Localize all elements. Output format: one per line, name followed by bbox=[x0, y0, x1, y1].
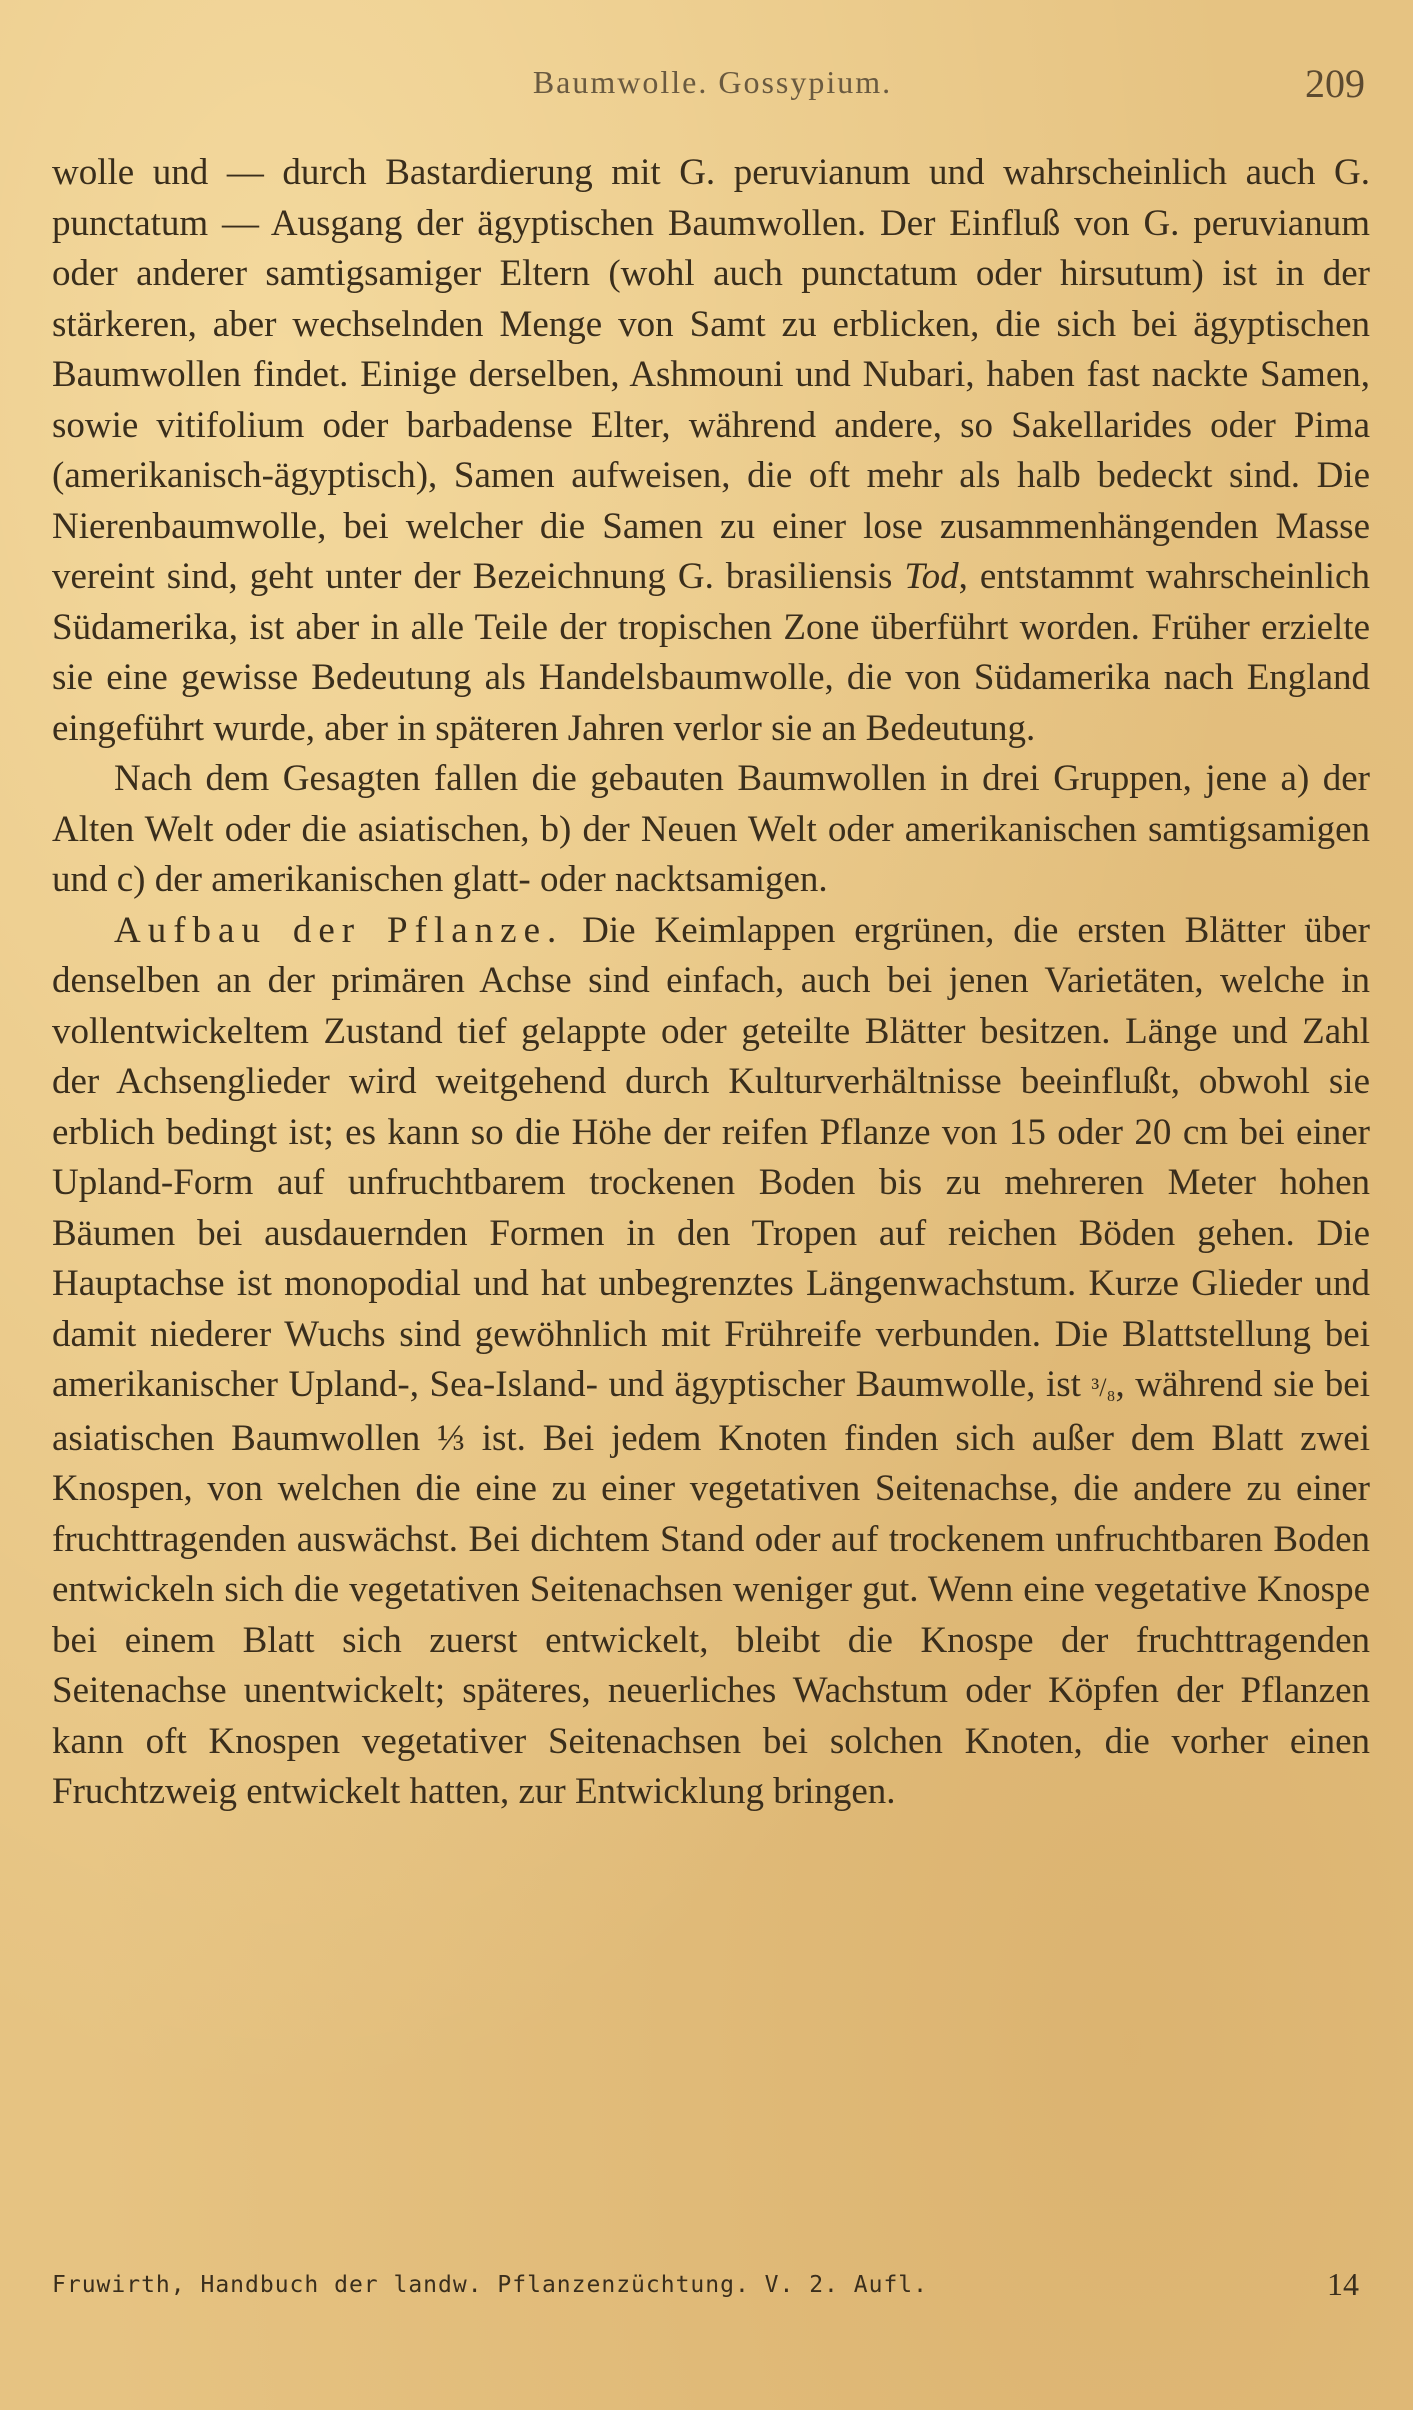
body-text bbox=[52, 148, 1370, 1818]
running-title: Baumwolle. Gossypium. bbox=[532, 64, 893, 100]
running-head bbox=[52, 61, 1373, 114]
author-abbreviation: Tod bbox=[904, 556, 959, 597]
fraction-three-eighths: ³/₈ bbox=[1091, 1373, 1116, 1402]
page-number: 209 bbox=[1305, 61, 1365, 106]
page-footer bbox=[52, 2268, 1365, 2308]
paragraph-1-text: wolle und — durch Bastardierung mit G. peruvianum und wahrscheinlich auch G. punctatum — Ausgang der ägyptischen Baumwollen. Der Einfluß von G. peruvianum oder anderer samtigsamiger Eltern (wohl auch punctatum oder hirsutum) ist in der stärkeren, aber wechselnden Menge von Samt zu erblicken, die sich bei ägyptischen Baumwollen findet. Einige derselben, Ashmouni und Nubari, haben fast nackte Samen, sowie vitifolium oder barbadense Elter, während andere, so Sakellarides oder Pima (amerikanisch-ägyptisch), Samen aufweisen, die oft mehr als halb bedeckt sind. Die Nierenbaumwolle, bei welcher die Samen zu einer lose zusammenhängenden Masse vereint sind, geht unter der Bezeichnung G. brasiliensis bbox=[52, 152, 1370, 597]
signature-mark: 14 bbox=[1327, 2266, 1359, 2302]
paragraph-1 bbox=[52, 148, 1370, 754]
paragraph-3-text-b: , während sie bei asiatischen Baumwollen bbox=[52, 1364, 1370, 1459]
fraction-one-third: ⅓ bbox=[437, 1417, 465, 1459]
paragraph-2: Nach dem Gesagten fallen die gebauten Baumwollen in drei Gruppen, jene a) der Alten Welt oder die asiatischen, b) der Neuen Welt oder amerikanischen samtigsamigen und c) der amerikanischen glatt- oder nacktsamigen. bbox=[52, 758, 1370, 900]
paragraph-3-text-a: Die Keimlappen ergrünen, die ersten Blätter über denselben an der primären Achse sind einfach, auch bei jenen Varietäten, welche in vollentwickeltem Zustand tief gelappte oder geteilte Blätter besitzen. Länge und Zahl der Achsenglieder wird weitgehend durch Kulturverhältnisse beeinflußt, obwohl sie erblich bedingt ist; es kann so die Höhe der reifen Pflanze von 15 oder 20 cm bei einer Upland-Form auf unfruchtbarem trockenen Boden bis zu mehreren Meter hohen Bäumen bei ausdauernden Formen in den Tropen auf reichen Böden gehen. Die Hauptachse ist monopodial und hat unbegrenztes Längenwachstum. Kurze Glieder und damit niederer Wuchs sind gewöhnlich mit Frühreife verbunden. Die Blattstellung bei amerikanischer Upland-, Sea-Island- und ägyptischer Baumwolle, ist bbox=[52, 909, 1370, 1405]
paragraph-3-text-c: ist. Bei jedem Knoten finden sich außer dem Blatt zwei Knospen, von welchen die eine zu einer vegetativen Seitenachse, die andere zu einer fruchttragenden auswächst. Bei dichtem Stand oder auf trockenem unfruchtbaren Boden entwickeln sich die vegetativen Seitenachsen weniger gut. Wenn eine vegetative Knospe bei einem Blatt sich zuerst entwickelt, bleibt die Knospe der fruchttragenden Seitenachse unentwickelt; späteres, neuerliches Wachstum oder Köpfen der Pflanzen kann oft Knospen vegetativer Seitenachsen bei solchen Knoten, die vorher einen Fruchtzweig entwickelt hatten, zur Entwicklung bringen. bbox=[52, 1417, 1370, 1812]
footer-citation: Fruwirth, Handbuch der landw. Pflanzenzüchtung. V. 2. Aufl. bbox=[52, 2272, 928, 2298]
section-heading: Aufbau der Pflanze. bbox=[114, 909, 564, 951]
paragraph-3 bbox=[52, 906, 1370, 1818]
paragraph-1-end: , entstammt wahrscheinlich Südamerika, ist aber in alle Teile der tropischen Zone überführt worden. Früher erzielte sie eine gewisse Bedeutung als Handelsbaumwolle, die von Südamerika nach England eingeführt wurde, aber in späteren Jahren verlor sie an Bedeutung. bbox=[52, 556, 1370, 749]
